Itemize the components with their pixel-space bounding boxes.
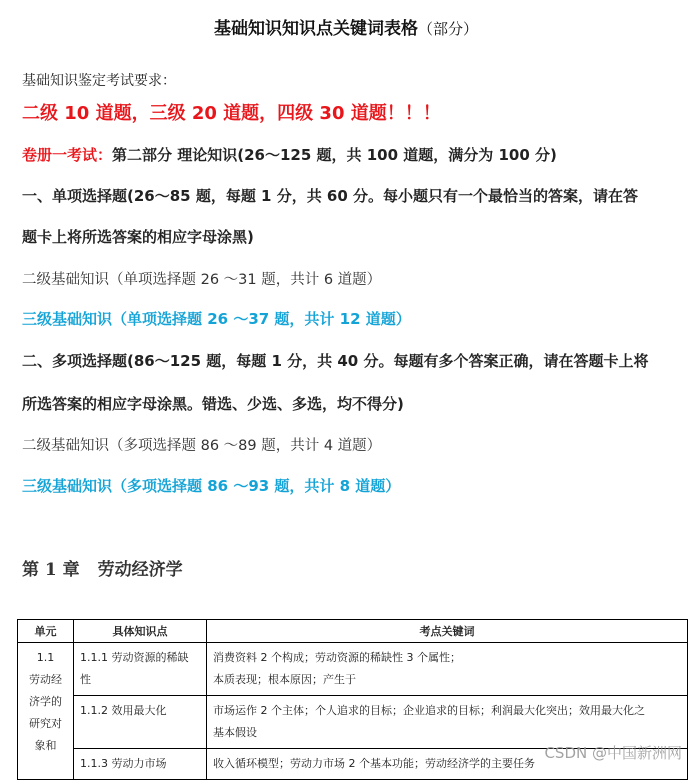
keyword-line: 消费资料 2 个构成；劳动资源的稀缺性 3 个属性；: [213, 651, 461, 664]
single-choice-section-line2: 题卡上将所选答案的相应字母涂黑): [22, 228, 254, 246]
point-line: 1.1.1 劳动资源的稀缺: [80, 651, 189, 664]
table-row: [18, 643, 688, 696]
point-line: 性: [80, 673, 91, 686]
watermark: CSDN @中国新洲网: [544, 744, 682, 762]
unit-line: 研究对: [29, 717, 62, 730]
chapter-number: 第 1 章: [22, 560, 80, 580]
exam-label: 卷册一考试：: [22, 146, 113, 164]
header-keywords: 考点关键词: [207, 620, 688, 643]
knowledge-point-cell: [74, 749, 207, 780]
level2-single-choice: 二级基础知识（单项选择题 26 ～31 题，共计 6 道题）: [22, 272, 382, 288]
chapter-heading: [22, 555, 183, 580]
knowledge-point-cell: [74, 696, 207, 749]
header-unit: 单元: [18, 620, 74, 643]
unit-line: 劳动经: [29, 673, 62, 686]
unit-line: 1.1: [36, 651, 55, 664]
unit-line: 济学的: [29, 695, 62, 708]
chapter-title: 劳动经济学: [97, 560, 183, 580]
exam-description: [22, 144, 557, 165]
keywords-cell: [207, 643, 688, 696]
document-title: [0, 14, 692, 39]
document-title-suffix: （部分）: [417, 20, 478, 38]
question-count-headline: 二级 10 道题，三级 20 道题，四级 30 道题！！！: [22, 103, 441, 124]
level2-multi-choice: 二级基础知识（多项选择题 86 ～89 题，共计 4 道题）: [22, 438, 382, 454]
keyword-line: 市场运作 2 个主体；个人追求的目标；企业追求的目标；利润最大化突出；效用最大化之: [213, 704, 645, 717]
keywords-cell: [207, 696, 688, 749]
document-title-text: 基础知识知识点关键词表格: [213, 19, 418, 39]
exam-text: 第二部分 理论知识(26～125 题，共 100 道题，满分为 100 分): [112, 146, 557, 164]
table-row: [18, 696, 688, 749]
level3-single-choice: 三级基础知识（单项选择题 26 ～37 题，共计 12 道题）: [22, 310, 411, 328]
keyword-line: 基本假设: [213, 726, 257, 739]
header-knowledge-point: 具体知识点: [74, 620, 207, 643]
point-line: 1.1.2 效用最大化: [80, 704, 167, 717]
level3-multi-choice: 三级基础知识（多项选择题 86 ～93 题，共计 8 道题）: [22, 477, 401, 495]
requirement-intro: 基础知识鉴定考试要求：: [22, 73, 176, 89]
multi-choice-section-line1: 二、多项选择题(86～125 题，每题 1 分，共 40 分。每题有多个答案正确，请在答题卡上将: [22, 352, 649, 370]
knowledge-point-cell: [74, 643, 207, 696]
point-line: 1.1.3 劳动力市场: [80, 757, 167, 770]
unit-line: 象和: [34, 739, 57, 752]
table-header-row: [18, 620, 688, 643]
single-choice-section-line1: 一、单项选择题(26～85 题，每题 1 分，共 60 分。每小题只有一个最恰当的答案，请在答: [22, 187, 639, 205]
keyword-line: 收入循环模型；劳动力市场 2 个基本功能；劳动经济学的主要任务: [213, 757, 535, 770]
unit-cell: [18, 643, 74, 780]
keyword-line: 本质表现；根本原因；产生于: [213, 673, 356, 686]
multi-choice-section-line2: 所选答案的相应字母涂黑。错选、少选、多选，均不得分): [22, 395, 404, 413]
